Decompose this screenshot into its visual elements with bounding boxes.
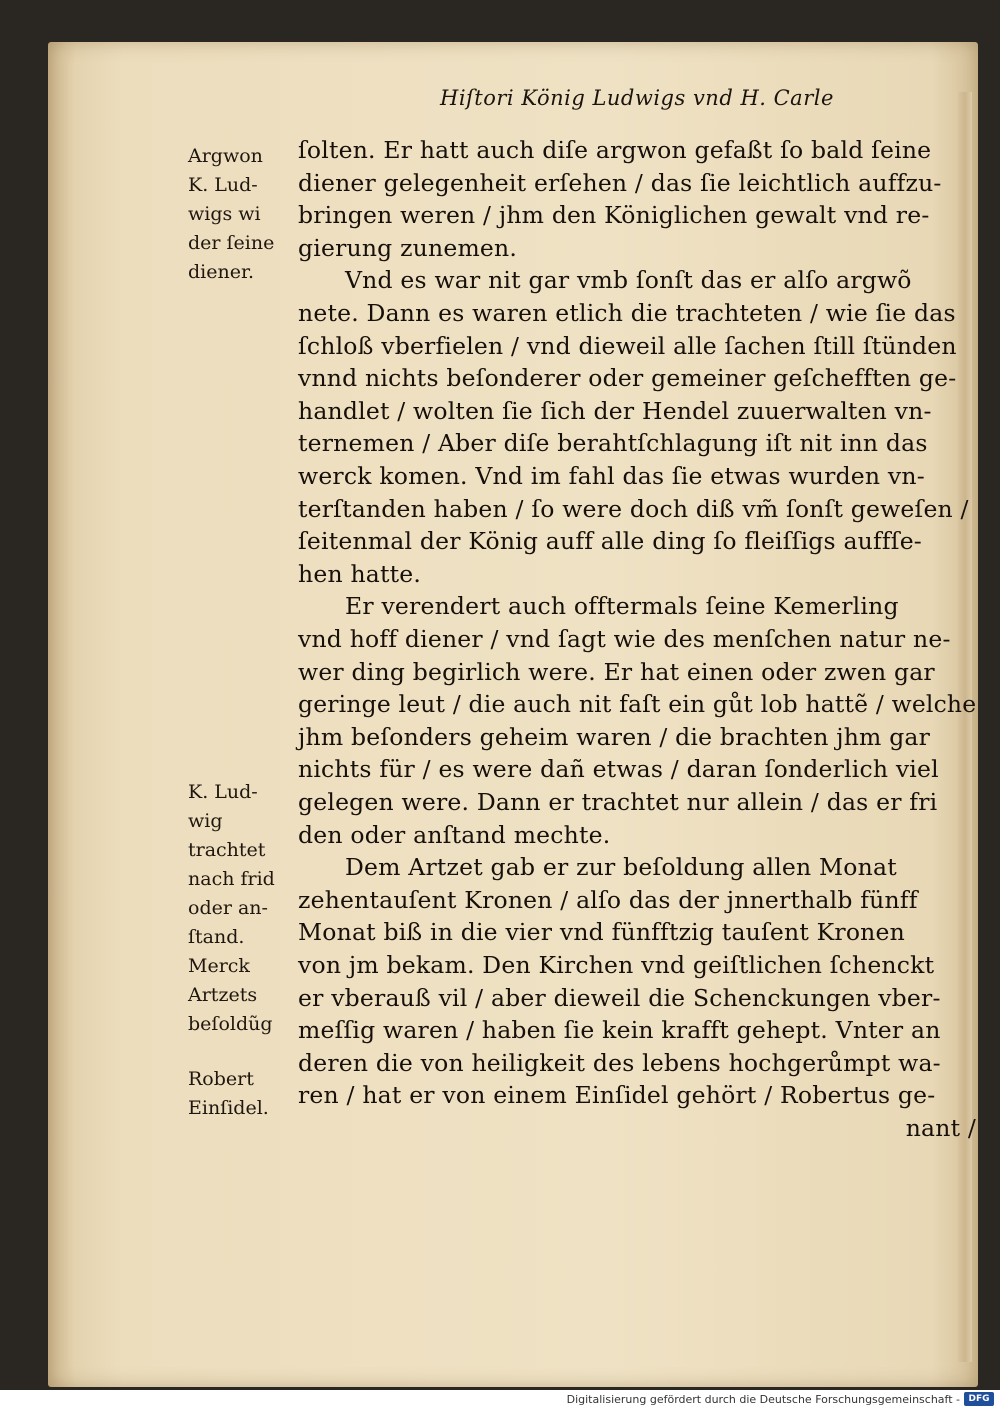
text-line: geringe leut / die auch nit faſt ein gůt lob hattẽ / welche — [298, 690, 977, 719]
text-line: vnd hoff diener / vnd ſagt wie des menſchen natur ne- — [298, 625, 951, 653]
text-line: gelegen were. Dann er trachtet nur allein / das er fri — [298, 788, 938, 816]
margin-note-argwon: Argwon K. Lud- wigs wi der ſeine diener. — [188, 145, 275, 283]
text-line: hen hatte. — [298, 559, 422, 588]
footer-credit: Digitalisierung gefördert durch die Deutsche Forschungsgemeinschaft - — [566, 1393, 960, 1406]
text-line: nant / — [905, 1114, 976, 1142]
text-line: ſeitenmal der König auff alle ding ſo fleiſſigs auffſe- — [298, 527, 922, 556]
text-line: ſchloß vberfielen / vnd dieweil alle ſachen ſtill ſtünden — [298, 331, 957, 360]
text-line: Monat biß in die vier vnd fünfftzig tauſent Kronen — [298, 918, 905, 947]
text-line: Er verendert auch offtermals ſeine Kemerling — [345, 592, 899, 621]
text-line: diener gelegenheit erſehen / das ſie leichtlich auffzu- — [298, 168, 942, 197]
text-line: ternemen / Aber diſe berahtſchlagung iſt nit inn das — [298, 429, 928, 458]
text-line: gierung zunemen. — [298, 233, 518, 262]
text-line: Dem Artzet gab er zur beſoldung allen Monat — [345, 853, 897, 882]
running-head: Hiſtori König Ludwigs vnd H. Carle — [440, 86, 834, 110]
margin-note-robert: Robert Einſidel. — [188, 1068, 269, 1119]
text-line: Vnd es war nit gar vmb ſonſt das er alſo argwõ — [345, 266, 912, 295]
text-line: vnnd nichts beſonderer oder gemeiner geſchefften ge- — [298, 364, 957, 393]
text-line: handlet / wolten ſie ſich der Hendel zuuerwalten vn- — [298, 396, 932, 425]
text-line: ren / hat er von einem Einſidel gehört / Robertus ge- — [298, 1081, 936, 1110]
text-line: den oder anſtand mechte. — [298, 820, 611, 849]
dfg-logo: DFG — [964, 1392, 994, 1406]
text-line: meſſig waren / haben ſie kein krafft gehept. Vnter an — [298, 1016, 941, 1045]
text-line: nichts für / es were dañ etwas / daran ſonderlich viel — [298, 755, 939, 784]
text-line: ſolten. Er hatt auch diſe argwon gefaßt ſo bald ſeine — [298, 136, 932, 164]
text-line: jhm beſonders geheim waren / die brachten jhm gar — [298, 722, 931, 751]
text-line: werck komen. Vnd im fahl das ſie etwas wurden vn- — [298, 462, 925, 490]
text-line: nete. Dann es waren etlich die trachteten / wie ſie das — [298, 299, 956, 327]
text-line: zehentauſent Kronen / alſo das der jnnerthalb fünff — [298, 885, 918, 914]
margin-note-artzet: Merck Artzets beſoldũg — [188, 955, 273, 1035]
text-line: von jm bekam. Den Kirchen vnd geiſtlichen ſchenckt — [298, 951, 935, 979]
text-line: bringen weren / jhm den Königlichen gewalt vnd re- — [298, 201, 930, 230]
text-line: er vberauß vil / aber dieweil die Schenckungen vber- — [298, 983, 941, 1012]
margin-note-frid: K. Lud- wig trachtet nach frid oder an- ſtand. — [188, 781, 275, 948]
text-line: wer ding begirlich were. Er hat einen oder zwen gar — [298, 657, 935, 686]
text-line: terſtanden haben / ſo were doch diß vm̃ ſonſt geweſen / — [298, 494, 969, 523]
text-line: deren die von heiligkeit des lebens hochgerůmpt wa- — [298, 1048, 941, 1077]
